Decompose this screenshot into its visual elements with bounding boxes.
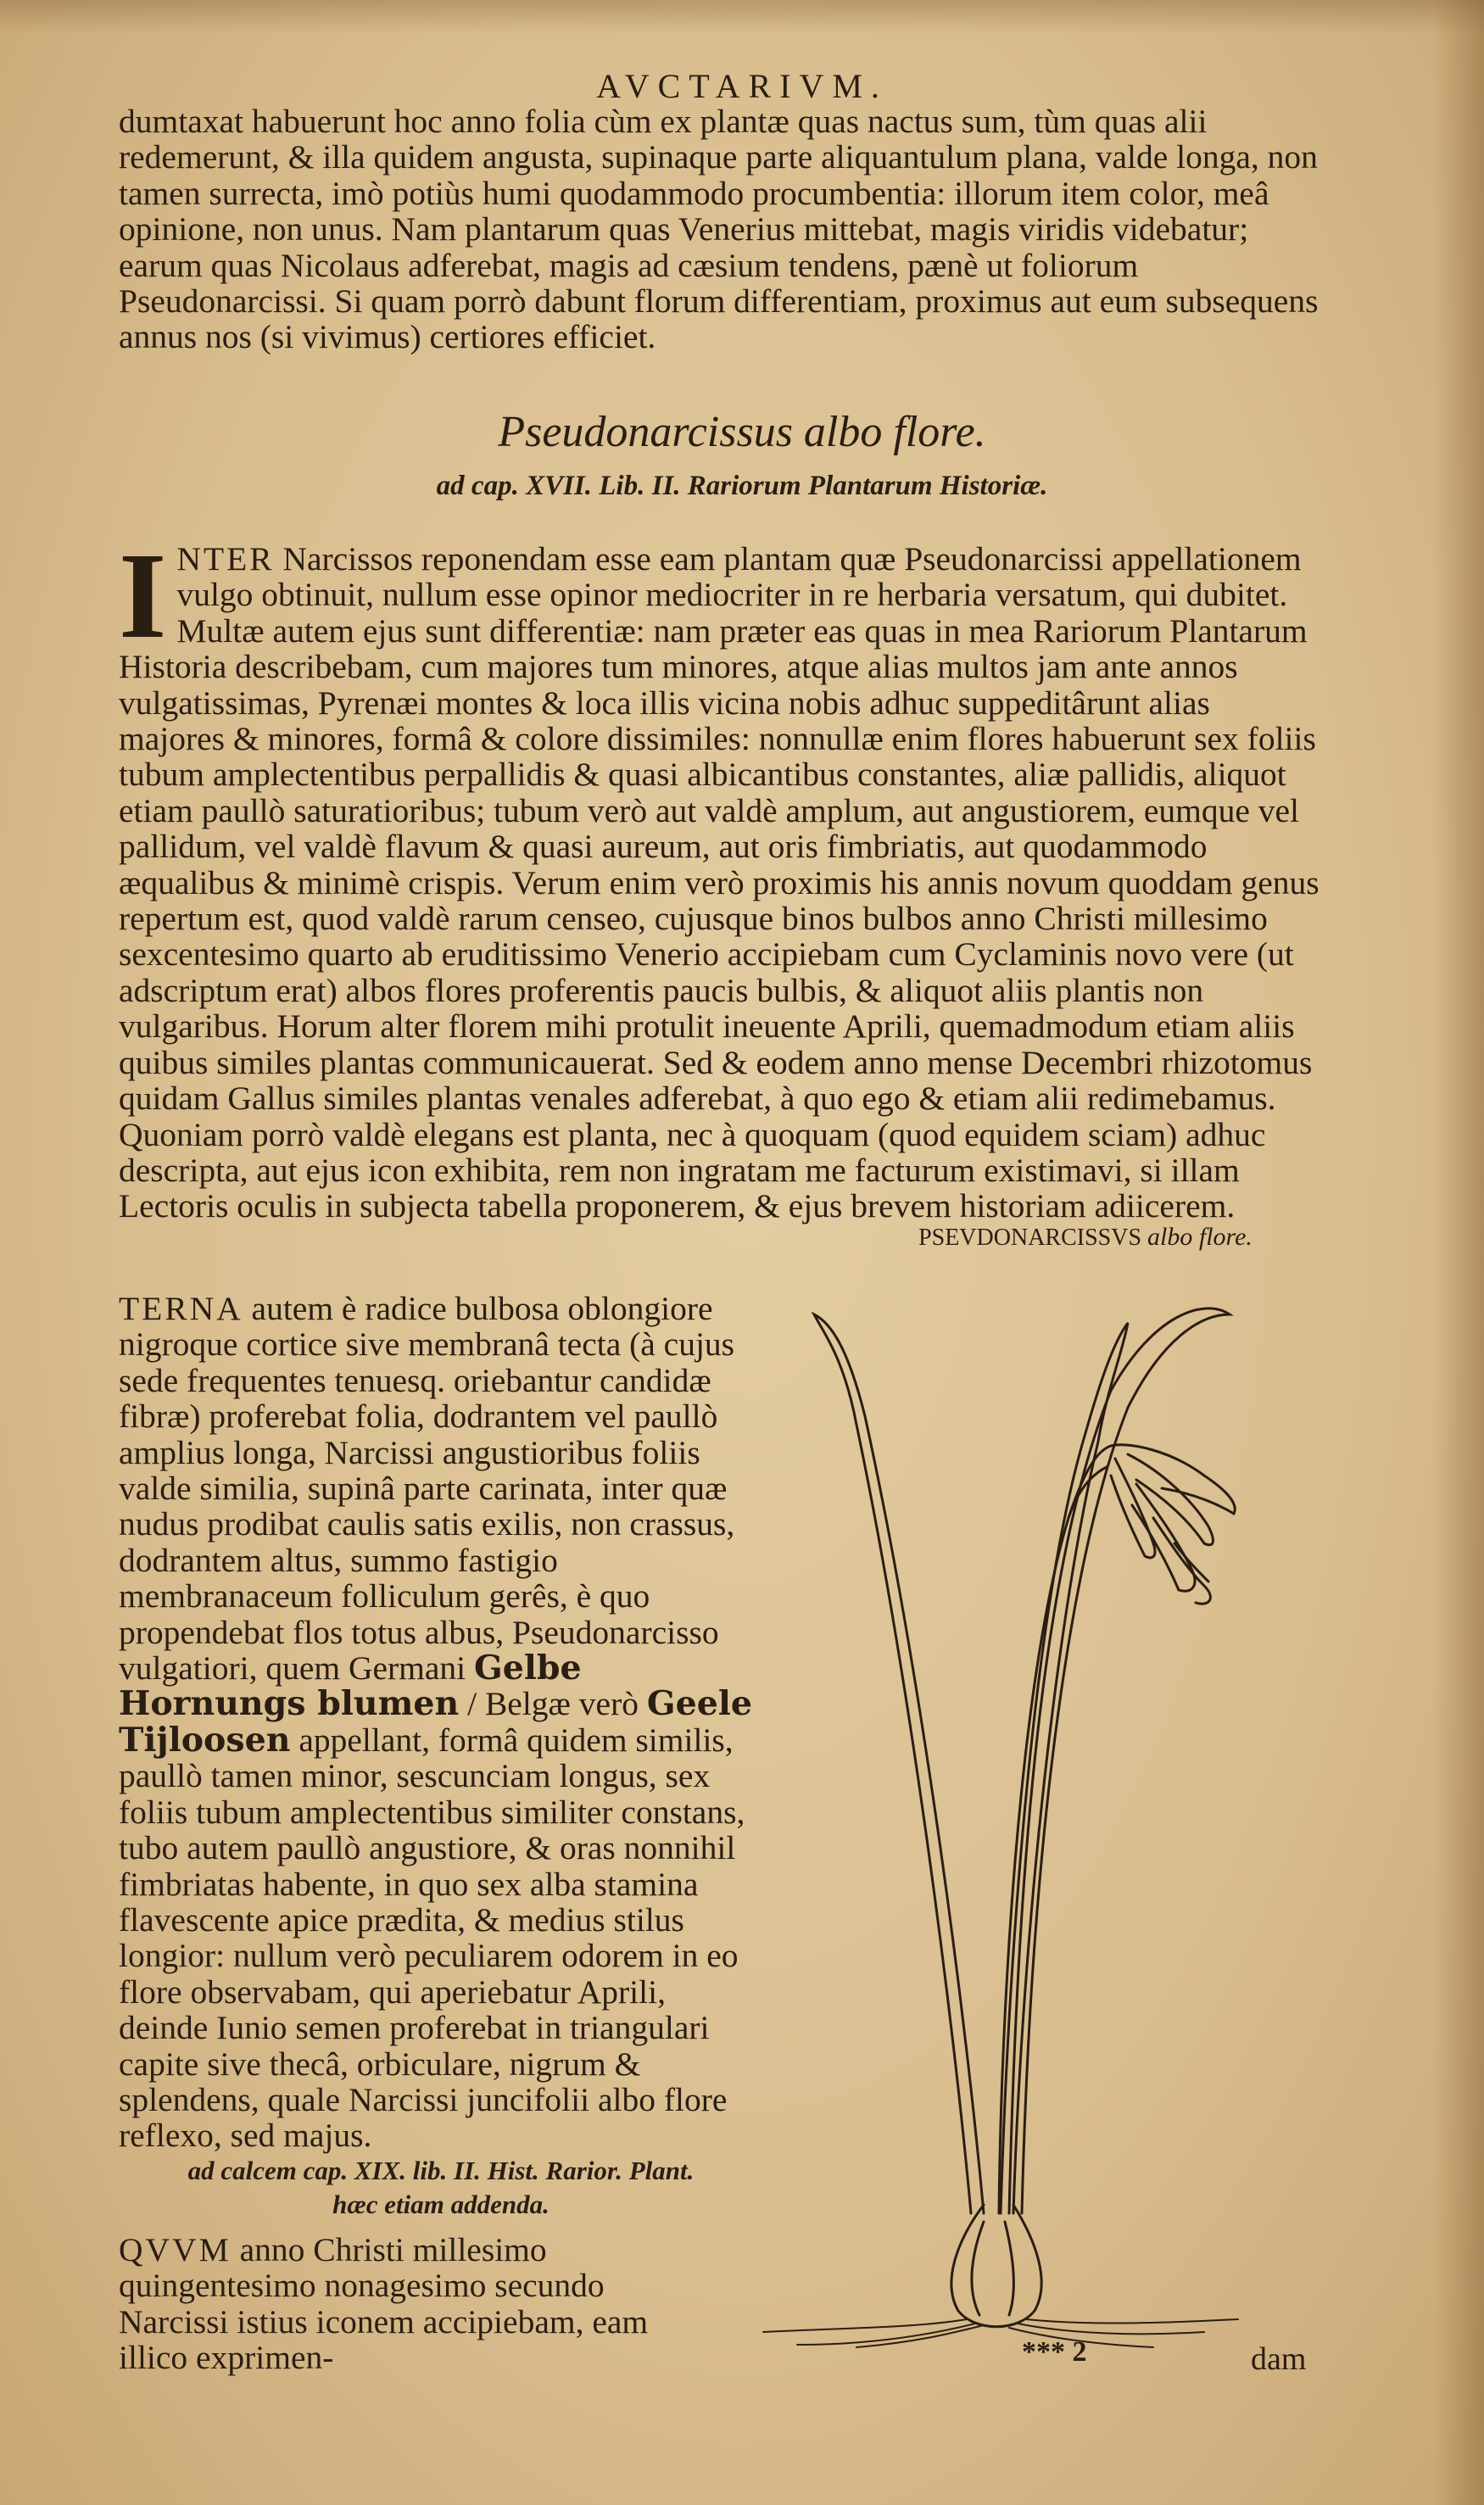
description-text-c: appellant, formâ quidem similis, paullò tamen minor, sescunciam longus, sex foliis tubum amplectentibus similiter constans, tubo autem paullò angustiore, & oras nonnihil fimbriatas habente, in quo sex alba stamina flavescente apice prædita, & medius stilus longior: nullum verò peculiarem odorem in eo flore observabam, qui aperiebatur Aprili, deinde Iunio semen proferebat in triangulari capite sive thecâ, orbiculare, nigrum & splendens, quale Narcissi juncifolii albo flore reflexo, sed majus. xyxy=(119,1721,745,2155)
page-shadow-right xyxy=(1433,0,1484,2505)
page-shadow-top xyxy=(0,0,1484,34)
bulb xyxy=(951,2205,1041,2327)
caption-qualifier: albo flore. xyxy=(1147,1223,1252,1251)
catchword: dam xyxy=(1251,2341,1307,2377)
description-text-b: / Belgæ verò xyxy=(459,1685,647,1723)
section-reference: ad cap. XVII. Lib. II. Rariorum Plantarum Historiæ. xyxy=(436,471,1048,501)
section-title: Pseudonarcissus albo flore. xyxy=(498,408,986,456)
flower-head xyxy=(1111,1445,1235,1604)
addenda-line-2: hæc etiam addenda. xyxy=(332,2190,550,2219)
roots xyxy=(763,2319,1238,2347)
paragraph-intro xyxy=(119,528,1323,1225)
final-first-word: QVVM xyxy=(119,2231,232,2268)
german-name: Gelbe Hornungs blumen xyxy=(119,1649,582,1724)
running-head: AVCTARIVM. xyxy=(596,67,888,105)
leaf-right-tall xyxy=(1001,1323,1128,2213)
drop-cap: I xyxy=(119,528,167,664)
signature-mark: *** 2 xyxy=(1022,2336,1087,2368)
addenda-reference xyxy=(119,2154,763,2222)
description-text-a: autem è radice bulbosa oblongiore nigroque cortice sive membranâ tecta (à cujus sede frequentes tenuesq. oriebantur candidæ fibræ) proferebat folia, dodrantem vel paullò amplius longa, Narcissi angustioribus foliis valde similia, supinâ parte carinata, inter quæ nudus prodibat caulis satis exilis, non crassus, dodrantem altus, summo fastigio membranaceum folliculum gerês, è quo propendebat flos totus albus, Pseudonarcisso vulgatiori, quem Germani xyxy=(119,1290,735,1688)
paragraph-description xyxy=(119,1291,763,2154)
leaf-left xyxy=(814,1314,984,2213)
intro-first-word: NTER xyxy=(176,540,275,577)
dutch-name: Geele Tijloosen xyxy=(119,1684,752,1760)
paragraph-continuation: dumtaxat habuerunt hoc anno folia cùm ex plantæ quas nactus sum, tùm quas alii redemerunt, & illa quidem angusta, supinaque parte aliquantulum plana, valde longa, non tamen surrecta, imò potiùs humi quodammodo procumbentia: illorum item color, meâ opinione, non unus. Nam plantarum quas Venerius mittebat, magis viridis videbatur; earum quas Nicolaus adferebat, magis ad cæsium tendens, pænè ut foliorum Pseudonarcissi. Si quam porrò dabunt florum differentiam, proximus aut eum subsequens annus nos (si vivimus) certiores efficiet. xyxy=(119,103,1319,356)
flower-stem xyxy=(999,1446,1111,2213)
caption-name: PSEVDONARCISSVS xyxy=(918,1225,1142,1251)
daffodil-woodcut-illustration xyxy=(729,1264,1323,2349)
intro-text: Narcissos reponendam esse eam plantam quæ Pseudonarcissi appellationem vulgo obtinuit, nullum esse opinor mediocriter in re herbaria versatum, qui dubitet. Multæ autem ejus sunt differentiæ: nam præter eas quas in mea Rariorum Plantarum Historia describebam, cum majores tum minores, atque alias multos jam ante annos vulgatissimas, Pyrenæi montes & loca illis vicina nobis adhuc suppeditârunt alias majores & minores, formâ & colore dissimiles: nonnullæ enim flores habuerunt sex foliis tubum amplectentibus perpallidis & quasi albicantibus constantes, aliæ pallidis, aliquot etiam paullò saturatioribus; tubum verò aut valdè amplum, aut angustiorem, eumque vel pallidum, vel valdè flavum & quasi aureum, aut oris fimbriatis, aut quodammodo æqualibus & minimè crispis. Verum enim verò proximis his annis novum quoddam genus repertum est, quod valdè rarum censeo, cujusque binos bulbos anno Christi millesimo sexcentesimo quarto ab eruditissimo Venerio accipiebam cum Cyclaminis novo vere (ut adscriptum erat) albos flores proferentis paucis bulbis, & aliquot aliis plantis non vulgaribus. Horum alter florem mihi protulit ineuente Aprili, quemadmodum etiam aliis quibus similes plantas communicauerat. Sed & eodem anno mense Decembri rhizotomus quidam Gallus similes plantas venales adferebat, à quo ego & etiam alii redimebamus. Quoniam porrò valdè elegans est planta, nec à quoquam (quod equidem sciam) adhuc descripta, aut ejus icon exhibita, rem non ingratam me facturum existimavi, si illam Lectoris oculis in subjecta tabella proponerem, & ejus brevem historiam adiicerem. xyxy=(119,540,1319,1225)
addenda-line-1: ad calcem cap. XIX. lib. II. Hist. Rarior. Plant. xyxy=(187,2156,695,2185)
final-text: anno Christi millesimo quingentesimo nonagesimo secundo Narcissi istius iconem accipiebam, eam illico exprimen- xyxy=(119,2231,649,2377)
figure-caption xyxy=(831,1223,1340,1252)
description-first-word: TERNA xyxy=(119,1290,243,1327)
paragraph-final xyxy=(119,2232,712,2376)
